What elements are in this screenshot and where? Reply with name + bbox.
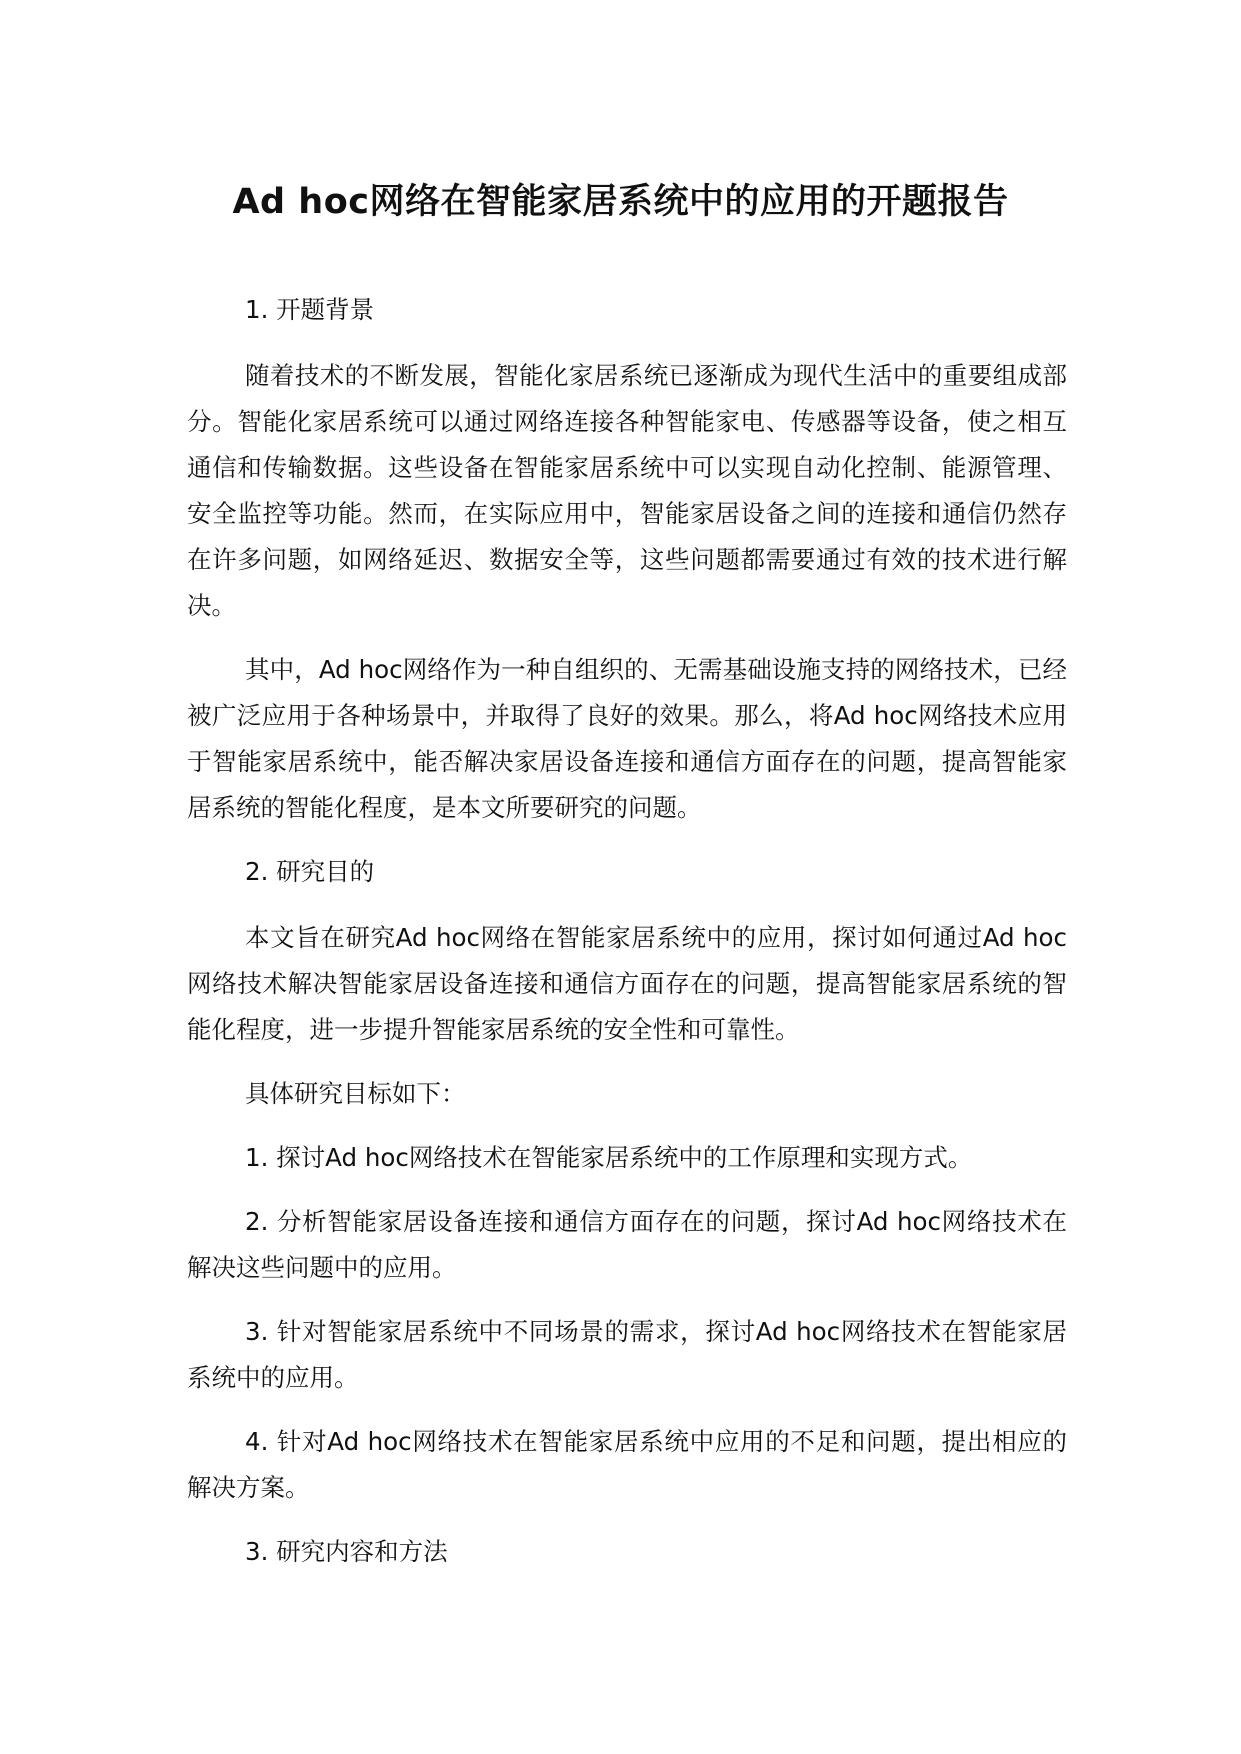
background-paragraph-2: 其中，Ad hoc网络作为一种自组织的、无需基础设施支持的网络技术，已经被广泛应用于各种场景中，并取得了良好的效果。那么，将Ad hoc网络技术应用于智能家居系统中，能否解决家居设备连接和通信方面存在的问题，提高智能家居系统的智能化程度，是本文所要研究的问题。 <box>187 655 1067 822</box>
goal-item-2: 2. 分析智能家居设备连接和通信方面存在的问题，探讨Ad hoc网络技术在解决这些问题中的应用。 <box>187 1207 1067 1282</box>
document-title: Ad hoc网络在智能家居系统中的应用的开题报告 <box>232 182 1009 222</box>
goals-intro: 具体研究目标如下： <box>245 1079 466 1108</box>
section-heading-background: 1. 开题背景 <box>245 295 375 324</box>
purpose-paragraph: 本文旨在研究Ad hoc网络在智能家居系统中的应用，探讨如何通过Ad hoc网络技术解决智能家居设备连接和通信方面存在的问题，提高智能家居系统的智能化程度，进一步提升智能家居系统的安全性和可靠性。 <box>187 923 1067 1044</box>
document-body <box>187 287 1067 1595</box>
goal-item-1: 1. 探讨Ad hoc网络技术在智能家居系统中的工作原理和实现方式。 <box>245 1143 973 1172</box>
background-paragraph-1: 随着技术的不断发展，智能化家居系统已逐渐成为现代生活中的重要组成部分。智能化家居系统可以通过网络连接各种智能家电、传感器等设备，使之相互通信和传输数据。这些设备在智能家居系统中可以实现自动化控制、能源管理、安全监控等功能。然而，在实际应用中，智能家居设备之间的连接和通信仍然存在许多问题，如网络延迟、数据安全等，这些问题都需要通过有效的技术进行解决。 <box>187 361 1067 620</box>
goal-item-3: 3. 针对智能家居系统中不同场景的需求，探讨Ad hoc网络技术在智能家居系统中的应用。 <box>187 1317 1067 1392</box>
goal-item-4: 4. 针对Ad hoc网络技术在智能家居系统中应用的不足和问题，提出相应的解决方案。 <box>187 1427 1067 1502</box>
section-heading-purpose: 2. 研究目的 <box>245 857 375 886</box>
section-heading-content: 3. 研究内容和方法 <box>245 1537 448 1566</box>
